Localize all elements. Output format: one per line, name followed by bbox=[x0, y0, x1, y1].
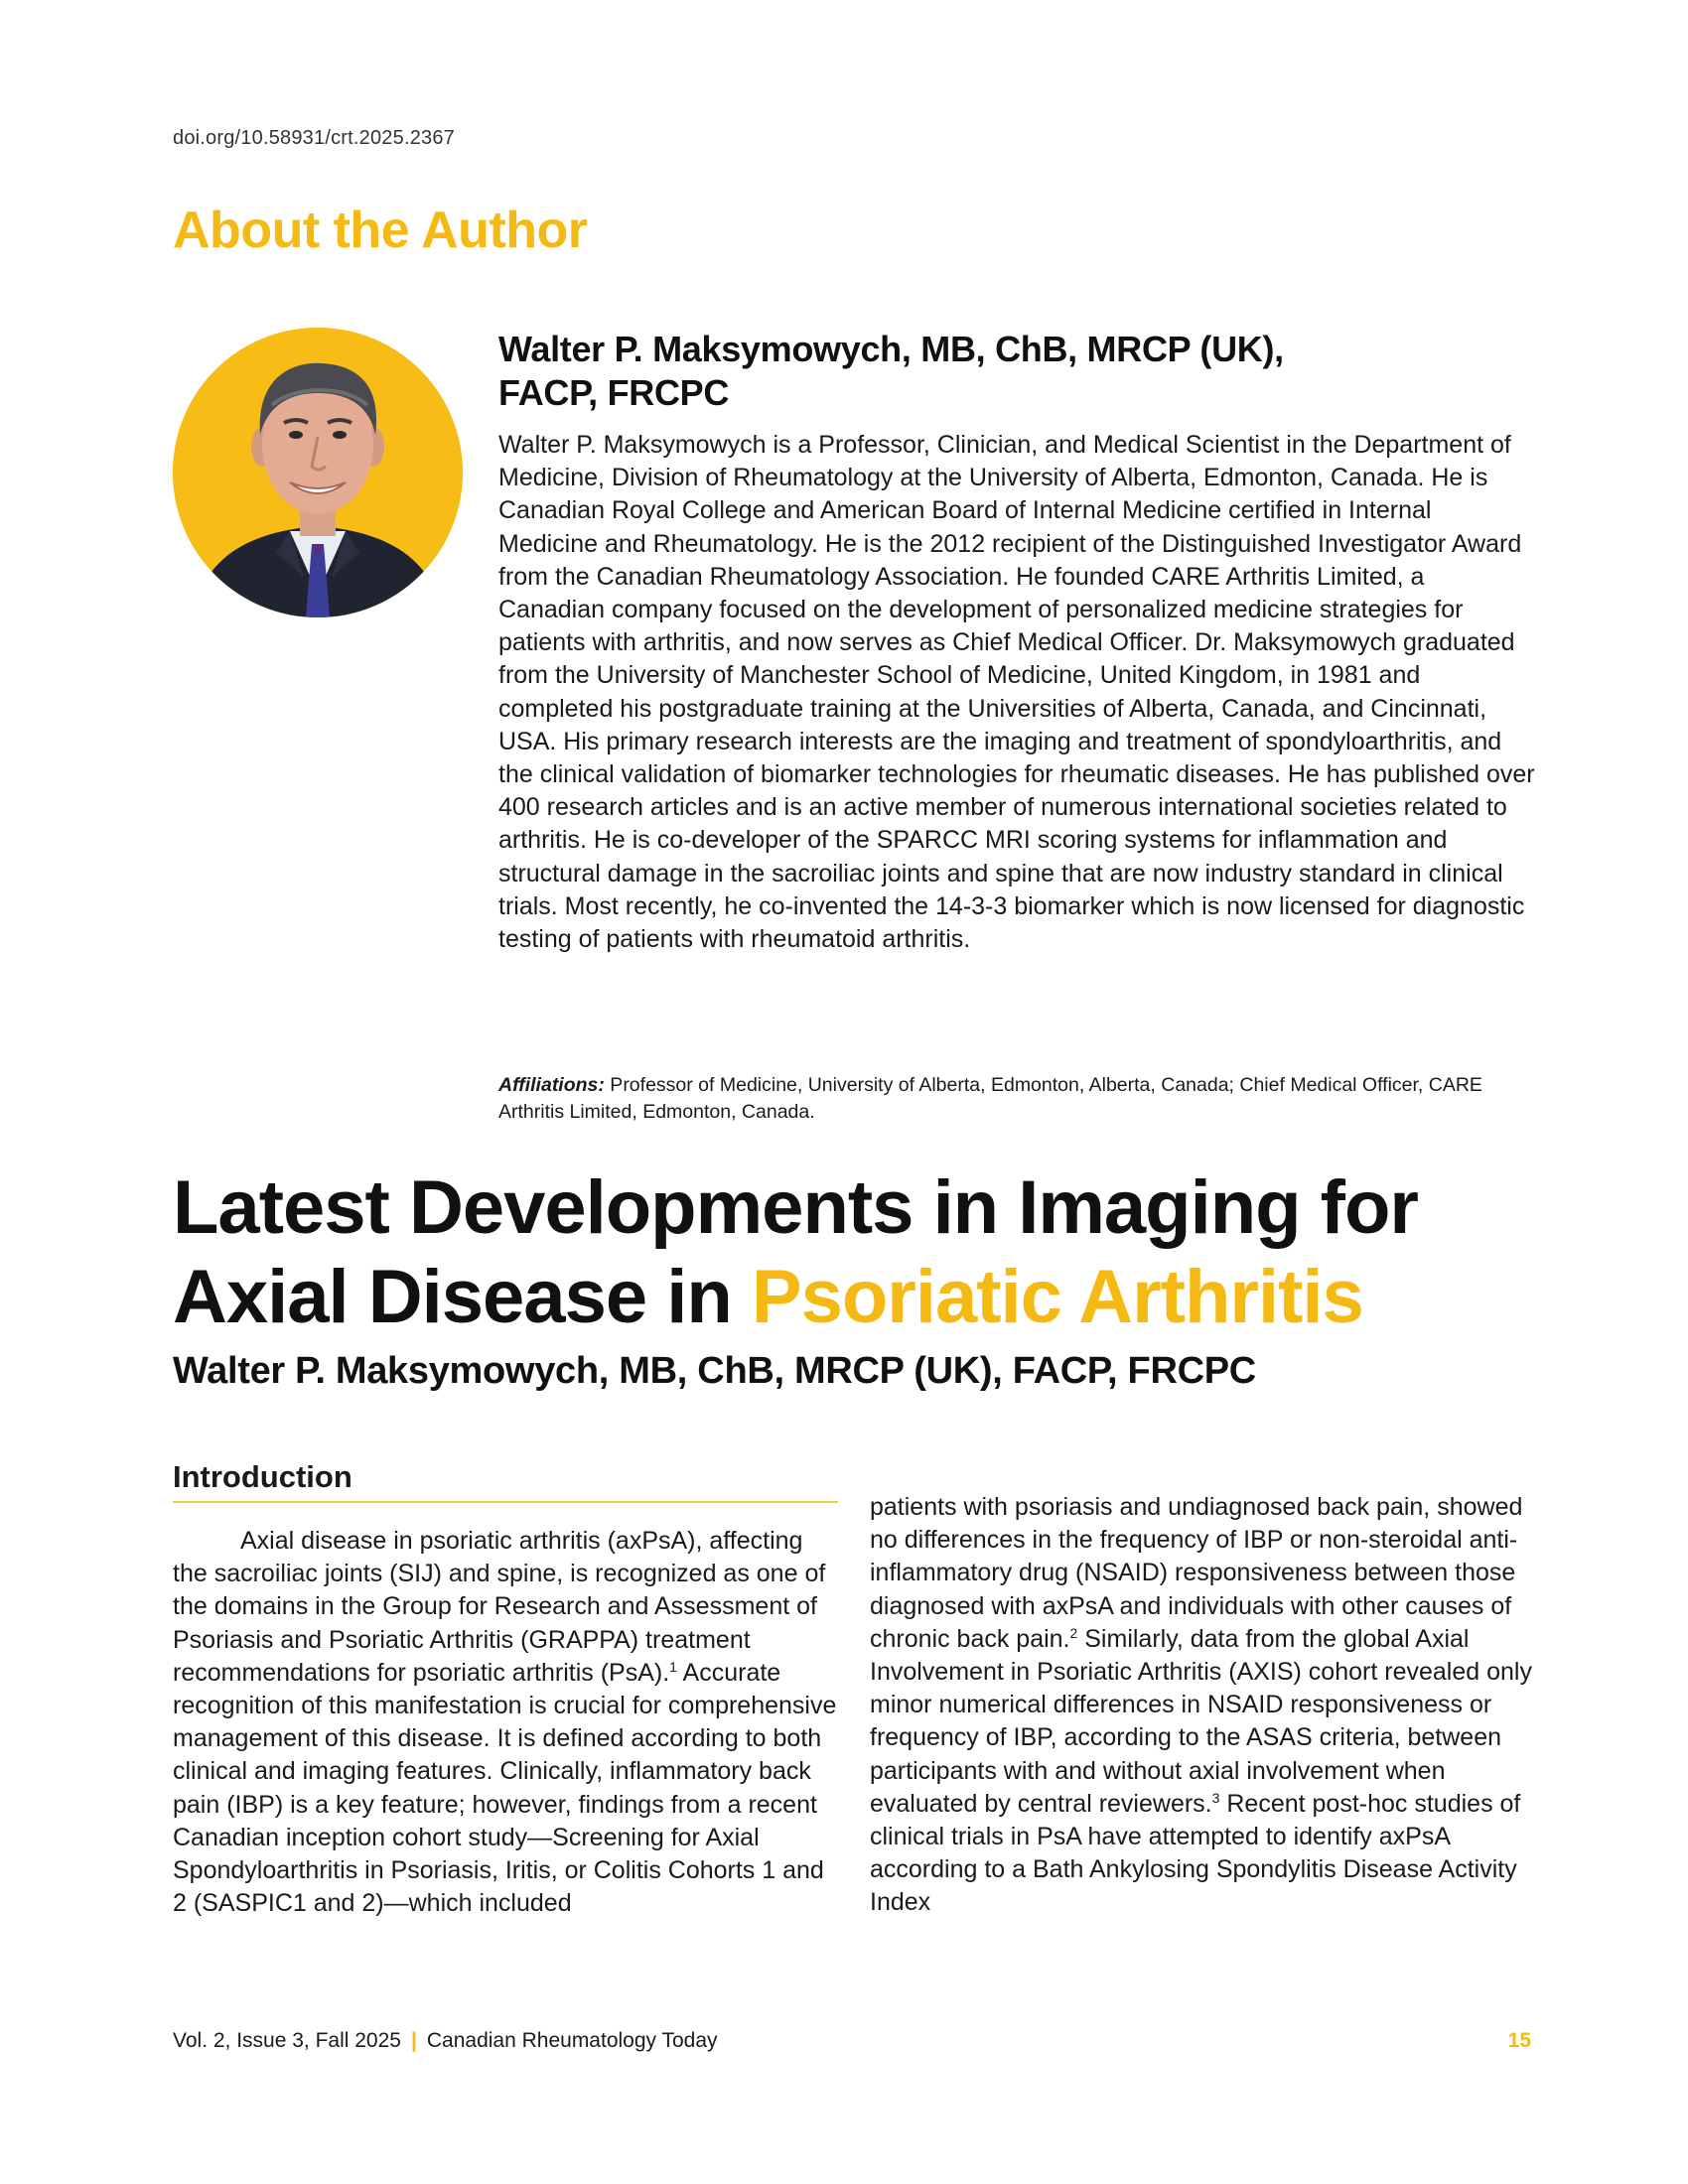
footer-issue: Vol. 2, Issue 3, Fall 2025 bbox=[173, 2029, 401, 2052]
intro-text-3: patients with psoriasis and undiagnosed back pain, showed no differences in the frequency of IBP or non-steroidal anti-inflammatory drug (NSAID) responsiveness between those diagnosed with axPsA and individuals with other causes of chronic back pain. bbox=[870, 1493, 1523, 1653]
intro-text-5: Recent post-hoc studies of clinical trials in PsA have attempted to identify axPsA according to a Bath Ankylosing Spondylitis Disease Activity Index bbox=[870, 1789, 1521, 1917]
title-line1: Latest Developments in Imaging for bbox=[173, 1165, 1418, 1250]
intro-text-2: Accurate recognition of this manifestation is crucial for comprehensive management of this disease. It is defined according to both clinical and imaging features. Clinically, inflammatory back pain (IBP) is a key feature; however, findings from a recent Canadian inception cohort study—Screening for Axial Spondyloarthritis in Psoriasis, Iritis, or Colitis Cohorts 1 and 2 (SASPIC1 and 2)—which included bbox=[173, 1658, 837, 1918]
doi-link[interactable]: doi.org/10.58931/crt.2025.2367 bbox=[173, 127, 455, 149]
intro-text-1: Axial disease in psoriatic arthritis (axPsA), affecting the sacroiliac joints (SIJ) and spine, is recognized as one of the domains in the Group for Research and Assessment of Psoriasis and Psoriatic Arthritis (GRAPPA) treatment recommendations for psoriatic arthritis (PsA). bbox=[173, 1527, 826, 1687]
title-line2-plain: Axial Disease in bbox=[173, 1255, 752, 1339]
author-photo-illustration bbox=[173, 328, 463, 617]
title-line2-accent: Psoriatic Arthritis bbox=[751, 1255, 1363, 1339]
reference-1[interactable]: 1 bbox=[669, 1658, 677, 1675]
affiliations-label: Affiliations: bbox=[498, 1074, 605, 1096]
bio-name-line1: Walter P. Maksymowych, MB, ChB, MRCP (UK), bbox=[498, 329, 1284, 369]
bio-author-name bbox=[498, 328, 1531, 415]
bio-name-line2: FACP, FRCPC bbox=[498, 372, 730, 413]
intro-left-column bbox=[173, 1525, 840, 1920]
page-footer bbox=[173, 2029, 718, 2053]
reference-2[interactable]: 2 bbox=[1069, 1624, 1078, 1641]
intro-right-column bbox=[870, 1491, 1535, 1920]
reference-3[interactable]: 3 bbox=[1211, 1789, 1220, 1806]
section-heading-introduction: Introduction bbox=[173, 1459, 838, 1503]
page-number: 15 bbox=[1507, 2029, 1531, 2052]
about-author-heading: About the Author bbox=[173, 202, 588, 259]
author-portrait bbox=[173, 328, 463, 617]
bio-paragraph: Walter P. Maksymowych is a Professor, Clinician, and Medical Scientist in the Department of Medicine, Division of Rheumatology at the University of Alberta, Edmonton, Canada. He is Canadian Royal College and American Board of Internal Medicine certified in Internal Medicine and Rheumatology. He is the 2012 recipient of the Distinguished Investigator Award from the Canadian Rheumatology Association. He founded CARE Arthritis Limited, a Canadian company focused on the development of personalized medicine strategies for patients with arthritis, and now serves as Chief Medical Officer. Dr. Maksymowych graduated from the University of Manchester School of Medicine, United Kingdom, in 1981 and completed his postgraduate training at the Universities of Alberta, Canada, and Cincinnati, USA. His primary research interests are the imaging and treatment of spondyloarthritis, and the clinical validation of biomarker technologies for rheumatic diseases. He has published over 400 research articles and is an active member of numerous international societies related to arthritis. He is co-developer of the SPARCC MRI scoring systems for inflammation and structural damage in the sacroiliac joints and spine that are now industry standard in clinical trials. Most recently, he co-invented the 14-3-3 biomarker which is now licensed for diagnostic testing of patients with rheumatoid arthritis. bbox=[498, 431, 1535, 954]
affiliations-text: Professor of Medicine, University of Alberta, Edmonton, Alberta, Canada; Chief Medical Officer, CARE Arthritis Limited, Edmonton, Canada. bbox=[498, 1074, 1482, 1123]
affiliations bbox=[498, 1072, 1541, 1126]
intro-text-4: Similarly, data from the global Axial Involvement in Psoriatic Arthritis (AXIS) cohort revealed only minor numerical differences in NSAID responsiveness or frequency of IBP, according to the ASAS criteria, between participants with and without axial involvement when evaluated by central reviewers. bbox=[870, 1624, 1532, 1818]
article-title bbox=[173, 1163, 1563, 1342]
footer-separator: | bbox=[410, 2029, 417, 2052]
footer-journal: Canadian Rheumatology Today bbox=[426, 2029, 718, 2052]
article-byline: Walter P. Maksymowych, MB, ChB, MRCP (UK), FACP, FRCPC bbox=[173, 1350, 1256, 1392]
